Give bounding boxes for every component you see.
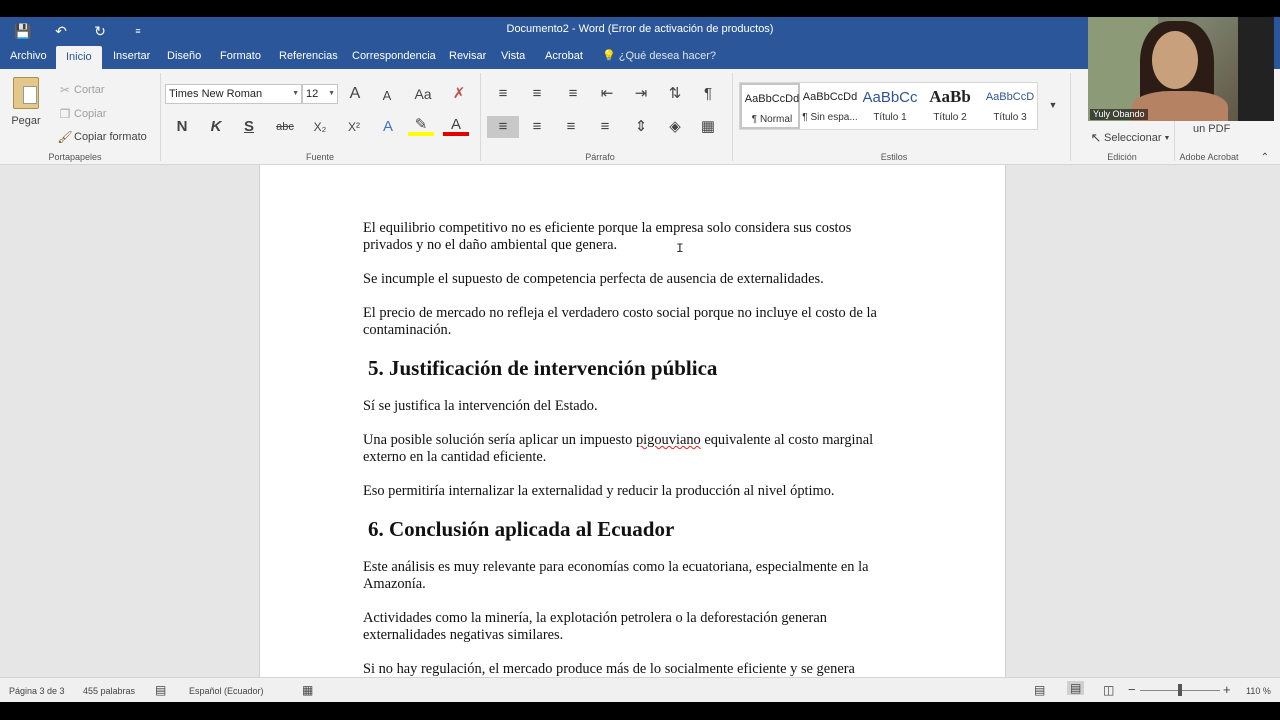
numbering-icon[interactable]: ≡ — [532, 85, 542, 102]
style-heading-3[interactable] — [980, 83, 1040, 129]
paragraph[interactable]: Sí se justifica la intervención del Estado. — [363, 398, 598, 414]
superscript-button[interactable]: X² — [348, 120, 360, 134]
tab-formato[interactable]: Formato — [220, 50, 261, 62]
style-heading-1[interactable] — [860, 83, 920, 129]
status-bar — [0, 677, 1280, 702]
tab-archivo[interactable]: Archivo — [10, 50, 47, 62]
tab-referencias[interactable]: Referencias — [279, 50, 338, 62]
style-name: ¶ Normal — [751, 114, 793, 125]
shading-icon[interactable]: ◈ — [669, 118, 681, 135]
page-count[interactable]: Página 3 de 3 — [9, 686, 65, 696]
style-no-spacing[interactable] — [800, 83, 860, 129]
person-face — [1152, 31, 1198, 89]
paste-button[interactable] — [10, 77, 42, 127]
print-layout-icon[interactable]: ▤ — [1067, 681, 1084, 695]
zoom-in-icon[interactable]: + — [1223, 682, 1231, 697]
cut-button[interactable] — [56, 79, 105, 101]
font-color-icon[interactable]: A — [443, 116, 469, 136]
zoom-level[interactable]: 110 % — [1246, 686, 1271, 696]
font-size-value: 12 — [306, 88, 319, 100]
tab-diseno[interactable]: Diseño — [167, 50, 202, 62]
create-pdf-button[interactable]: un PDF — [1193, 123, 1231, 135]
participant-name: Yuly Obando — [1090, 109, 1148, 120]
paragraph[interactable]: Eso permitiría internalizar la externalidad y reducir la producción al nivel óptimo. — [363, 483, 835, 499]
chevron-down-icon: ▼ — [292, 90, 299, 97]
background-dark — [1238, 17, 1274, 121]
font-group-label: Fuente — [305, 152, 335, 162]
select-label: Seleccionar — [1104, 132, 1162, 144]
macro-recording-icon[interactable]: ▦ — [302, 683, 314, 697]
text-cursor-icon: I — [676, 241, 684, 256]
read-mode-icon[interactable]: ▤ — [1034, 683, 1046, 697]
style-normal[interactable] — [740, 83, 800, 129]
justify-icon[interactable]: ≡ — [600, 118, 610, 135]
save-icon[interactable]: 💾 — [14, 23, 32, 39]
document-area[interactable] — [0, 165, 1280, 677]
lightbulb-icon: 💡 — [602, 50, 616, 62]
zoom-out-icon[interactable]: − — [1128, 682, 1136, 697]
cut-label: Cortar — [74, 84, 105, 96]
font-name-select[interactable] — [165, 84, 302, 104]
style-sample: AaBbCcDd — [744, 93, 800, 105]
subscript-button[interactable]: X₂ — [313, 120, 327, 134]
line-spacing-icon[interactable]: ⇕ — [634, 118, 648, 135]
tell-me-text: ¿Qué desea hacer? — [618, 50, 716, 62]
chevron-down-icon: ▼ — [1163, 134, 1171, 142]
tab-insertar[interactable]: Insertar — [113, 50, 151, 62]
tab-correspondencia[interactable]: Correspondencia — [352, 50, 436, 62]
change-case-icon[interactable]: Aa — [414, 86, 432, 102]
divider — [732, 73, 733, 161]
styles-group-label: Estilos — [880, 152, 908, 162]
collapse-ribbon-icon[interactable]: ⌃ — [1260, 152, 1270, 163]
bold-button[interactable]: N — [176, 118, 188, 135]
bullets-icon[interactable]: ≡ — [498, 85, 508, 102]
increase-indent-icon[interactable]: ⇥ — [634, 85, 648, 102]
zoom-slider-thumb[interactable] — [1178, 684, 1182, 696]
heading-section-6[interactable]: 6. Conclusión aplicada al Ecuador — [368, 517, 675, 541]
tab-revisar[interactable]: Revisar — [449, 50, 487, 62]
web-layout-icon[interactable]: ◫ — [1103, 683, 1115, 697]
paragraph[interactable]: Este análisis es muy relevante para economías como la ecuatoriana, especialmente en la Amazonía. — [363, 559, 869, 592]
pilcrow-icon[interactable]: ¶ — [703, 85, 713, 102]
style-name: Título 1 — [873, 112, 907, 123]
divider — [480, 73, 481, 161]
editing-group-label: Edición — [1107, 152, 1137, 162]
style-name: ¶ Sin espa... — [802, 112, 858, 123]
undo-icon[interactable]: ↶ — [55, 23, 67, 39]
letterbox-bottom — [0, 702, 1280, 720]
style-name: Título 2 — [933, 112, 967, 123]
chevron-down-icon: ▼ — [328, 90, 335, 97]
proofing-icon[interactable]: ▤ — [155, 683, 167, 697]
sort-icon[interactable]: ⇅ — [668, 85, 682, 102]
paragraph[interactable]: Si no hay regulación, el mercado produce más de lo socialmente eficiente y se genera — [363, 661, 855, 677]
tell-me-box[interactable] — [602, 44, 716, 69]
style-sample: AaBbCc — [862, 89, 918, 106]
styles-gallery — [739, 82, 1038, 130]
format-painter-label: Copiar formato — [74, 131, 147, 143]
align-left-icon[interactable]: ≡ — [487, 116, 519, 138]
style-heading-2[interactable] — [920, 83, 980, 129]
paragraph-text: Una posible solución sería aplicar un impuesto — [363, 432, 636, 448]
font-size-select[interactable] — [302, 84, 338, 104]
tab-vista[interactable]: Vista — [501, 50, 526, 62]
clipboard-group-label: Portapapeles — [48, 152, 102, 162]
webcam-video — [1088, 17, 1274, 121]
grow-font-icon[interactable]: A — [349, 85, 361, 102]
paragraph-group-label: Párrafo — [585, 152, 615, 162]
paragraph[interactable]: El precio de mercado no refleja el verdadero costo social porque no incluye el costo de la contaminación. — [363, 305, 877, 338]
paintbrush-icon: 🖌 — [57, 130, 73, 144]
text-effects-icon[interactable]: A — [382, 118, 393, 135]
select-button[interactable] — [1088, 127, 1170, 149]
style-sample: AaBb — [929, 87, 971, 106]
format-painter-button[interactable] — [56, 126, 147, 148]
acrobat-group-label: Adobe Acrobat — [1179, 152, 1239, 162]
paragraph-text: equivalente al costo marginal externo en la cantidad eficiente. — [363, 432, 874, 465]
heading-section-5[interactable]: 5. Justificación de intervención pública — [368, 356, 718, 380]
clear-formatting-icon[interactable]: ✗ — [452, 85, 466, 102]
copy-label: Copiar — [74, 108, 107, 120]
copy-icon: ❐ — [59, 107, 71, 121]
divider — [160, 73, 161, 161]
font-name-value: Times New Roman — [169, 88, 263, 100]
tab-inicio[interactable]: Inicio — [56, 46, 102, 69]
spelling-error[interactable]: pigouviano — [635, 432, 701, 448]
paragraph[interactable]: El equilibrio competitivo no es eficiente porque la empresa solo considera sus costos privados y no el daño ambiental que genera. — [363, 220, 852, 253]
multilevel-list-icon[interactable]: ≡ — [568, 85, 578, 102]
paragraph[interactable] — [363, 432, 903, 466]
decrease-indent-icon[interactable]: ⇤ — [600, 85, 614, 102]
document-page[interactable] — [259, 165, 1006, 677]
underline-button[interactable]: S — [243, 118, 254, 135]
redo-icon[interactable]: ↻ — [94, 23, 106, 39]
style-sample: AaBbCcDd — [802, 91, 858, 103]
tab-acrobat[interactable]: Acrobat — [545, 50, 583, 62]
paste-label: Pegar — [11, 115, 41, 127]
align-right-icon[interactable]: ≡ — [566, 118, 576, 135]
language[interactable]: Español (Ecuador) — [189, 686, 264, 696]
style-sample: AaBbCcD — [985, 91, 1035, 103]
shrink-font-icon[interactable]: A — [382, 88, 392, 103]
divider — [1070, 73, 1071, 161]
cursor-arrow-icon: ↖ — [1090, 130, 1102, 145]
paragraph[interactable]: Actividades como la minería, la explotación petrolera o la deforestación generan externalidades negativas similares. — [363, 610, 827, 643]
style-name: Título 3 — [993, 112, 1027, 123]
clipboard-icon — [13, 77, 39, 109]
strikethrough-button[interactable]: abc — [276, 121, 294, 133]
align-center-icon[interactable]: ≡ — [532, 118, 542, 135]
borders-icon[interactable]: ▦ — [700, 118, 716, 135]
paragraph[interactable]: Se incumple el supuesto de competencia perfecta de ausencia de externalidades. — [363, 271, 824, 287]
highlight-icon[interactable]: ✎ — [408, 116, 434, 136]
word-count[interactable]: 455 palabras — [83, 686, 136, 696]
window-title: Documento2 - Word (Error de activación de productos) — [506, 23, 774, 35]
more-styles-icon[interactable]: ▼ — [1048, 100, 1058, 110]
scissors-icon: ✂ — [59, 83, 71, 97]
copy-button[interactable] — [56, 103, 106, 125]
italic-button[interactable]: K — [210, 118, 222, 135]
customize-quick-access-icon[interactable]: ≡ — [135, 26, 141, 36]
